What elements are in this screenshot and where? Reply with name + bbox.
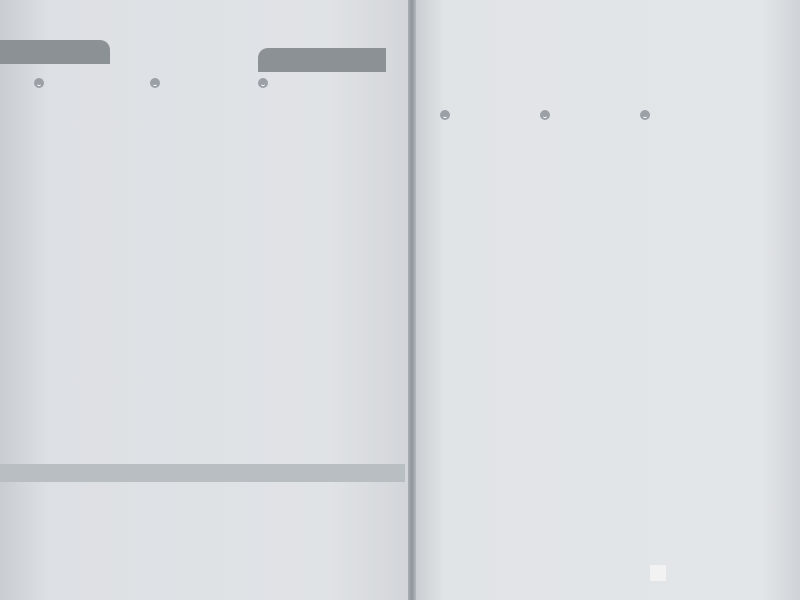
timer-r3 — [640, 110, 654, 120]
timer-3 — [258, 78, 272, 88]
smiley-icon — [440, 110, 450, 120]
timer-r1 — [440, 110, 454, 120]
timer-1 — [34, 78, 48, 88]
watermark — [650, 562, 669, 583]
smiley-icon — [258, 78, 268, 88]
timer-r2 — [540, 110, 554, 120]
section-tab-find-mistake — [258, 48, 386, 72]
smiley-icon — [640, 110, 650, 120]
smiley-icon — [150, 78, 160, 88]
section-tab-phrases — [0, 40, 110, 64]
book-gutter — [408, 0, 416, 600]
smiley-icon — [34, 78, 44, 88]
smiley-icon — [540, 110, 550, 120]
labirint-logo-icon — [650, 565, 666, 581]
mistake-grid — [420, 131, 800, 576]
hard-phrases-band — [0, 464, 405, 482]
timer-2 — [150, 78, 164, 88]
